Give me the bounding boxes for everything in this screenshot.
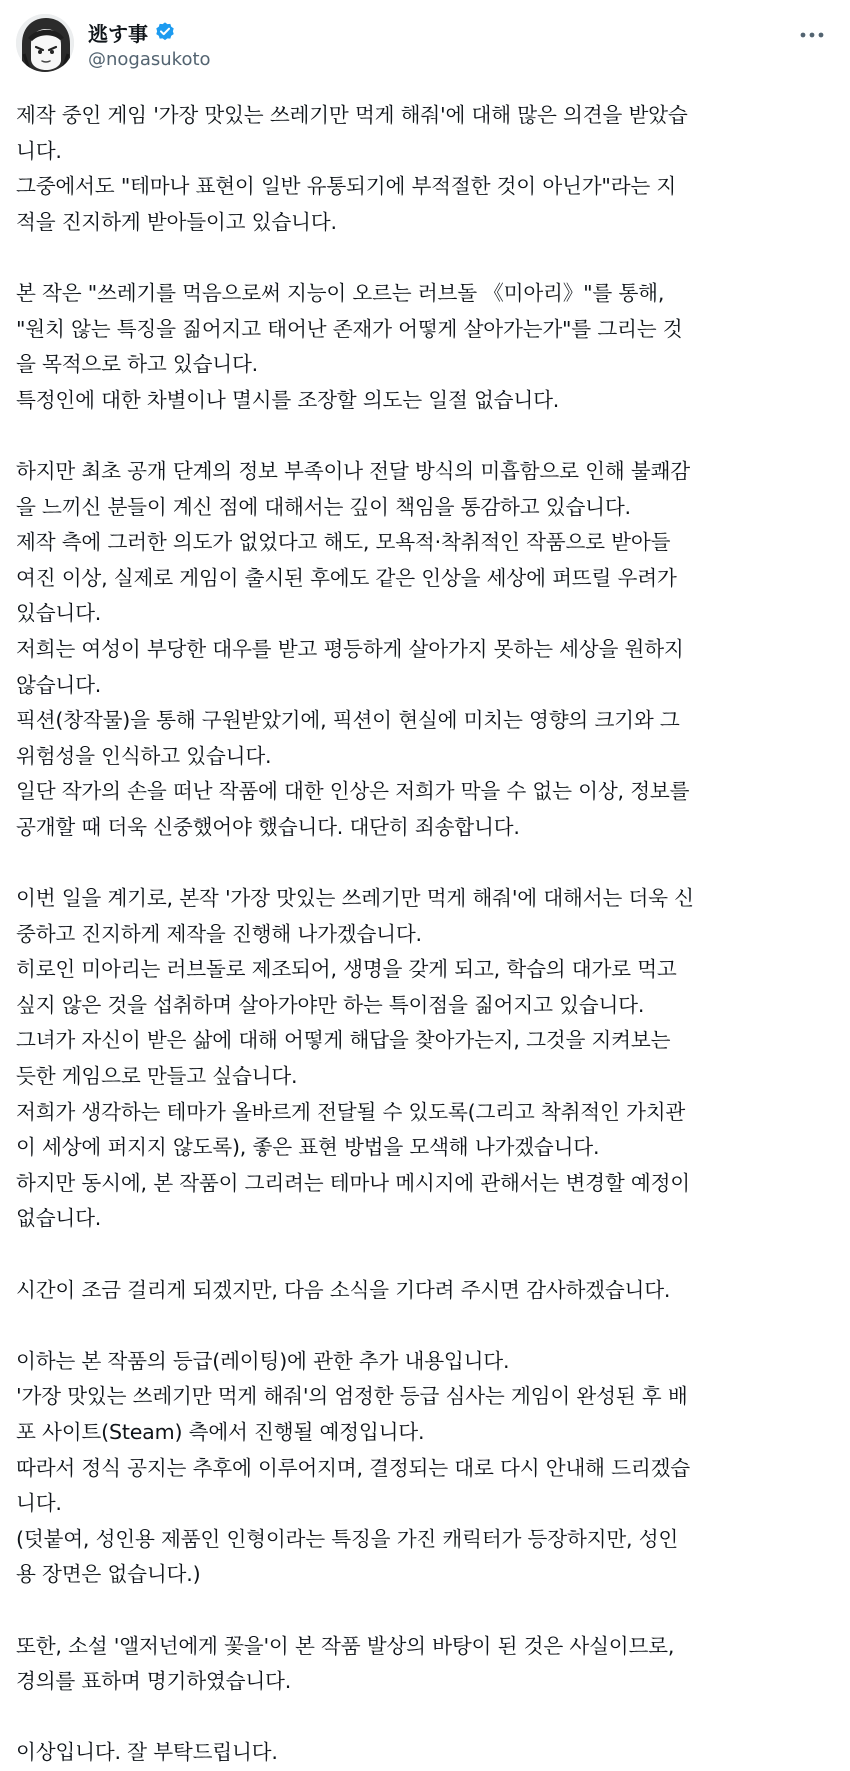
tweet-text-line: 일단 작가의 손을 떠난 작품에 대한 인상은 저희가 막을 수 없는 이상, 정보를 [16, 779, 690, 804]
tweet-text-line: 이상입니다. 잘 부탁드립니다. [16, 1740, 278, 1765]
tweet-text-line: 듯한 게임으로 만들고 싶습니다. [16, 1064, 298, 1089]
tweet-text-line: 그녀가 자신이 받은 삶에 대해 어떻게 해답을 찾아가는지, 그것을 지켜보는 [16, 1028, 671, 1053]
tweet-text-line: 을 느끼신 분들이 계신 점에 대해서는 깊이 책임을 통감하고 있습니다. [16, 494, 631, 519]
tweet-text-line: 공개할 때 더욱 신중했어야 했습니다. 대단히 죄송합니다. [16, 814, 520, 839]
tweet-text-line: 저희는 여성이 부당한 대우를 받고 평등하게 살아가지 못하는 세상을 원하지 [16, 636, 684, 661]
paragraph-gap [16, 418, 836, 454]
tweet-text-line: 않습니다. [16, 672, 102, 697]
tweet-text-line: 위험성을 인식하고 있습니다. [16, 743, 272, 768]
tweet-paragraph [16, 98, 836, 240]
tweet-text [16, 98, 836, 1771]
tweet-paragraph [16, 276, 836, 418]
tweet-text-line: 그중에서도 "테마나 표현이 일반 유통되기에 부적절한 것이 아닌가"라는 지 [16, 174, 677, 199]
tweet-text-line: "원치 않는 특징을 짊어지고 태어난 존재가 어떻게 살아가는가"를 그리는 것 [16, 316, 683, 341]
paragraph-gap [16, 1237, 836, 1273]
tweet-text-line: 니다. [16, 138, 62, 163]
tweet-paragraph [16, 454, 836, 846]
tweet-text-line: 이하는 본 작품의 등급(레이팅)에 관한 추가 내용입니다. [16, 1348, 510, 1373]
display-name-row [88, 20, 211, 44]
more-options-icon[interactable] [794, 22, 830, 48]
tweet-text-line: 경의를 표하며 명기하였습니다. [16, 1669, 292, 1694]
tweet-text-line: '가장 맛있는 쓰레기만 먹게 해줘'의 엄정한 등급 심사는 게임이 완성된 후 배 [16, 1384, 688, 1409]
tweet-text-line: 본 작은 "쓰레기를 먹음으로써 지능이 오르는 러브돌 《미아리》"를 통해, [16, 280, 665, 305]
tweet-header [16, 14, 834, 76]
tweet-text-line: (덧붙여, 성인용 제품인 인형이라는 특징을 가진 캐릭터가 등장하지만, 성인 [16, 1526, 679, 1551]
tweet-text-line: 시간이 조금 걸리게 되겠지만, 다음 소식을 기다려 주시면 감사하겠습니다. [16, 1277, 671, 1302]
tweet-text-line: 여진 이상, 실제로 게임이 출시된 후에도 같은 인상을 세상에 퍼뜨릴 우려가 [16, 565, 677, 590]
tweet-text-line: 하지만 최초 공개 단계의 정보 부족이나 전달 방식의 미흡함으로 인해 불쾌감 [16, 458, 690, 483]
tweet-text-line: 제작 측에 그러한 의도가 없었다고 해도, 모욕적·착취적인 작품으로 받아들 [16, 530, 671, 555]
tweet-text-line: 히로인 미아리는 러브돌로 제조되어, 생명을 갖게 되고, 학습의 대가로 먹고 [16, 957, 677, 982]
author-names [88, 20, 211, 70]
paragraph-gap [16, 1700, 836, 1736]
tweet-text-line: 하지만 동시에, 본 작품이 그리려는 테마나 메시지에 관해서는 변경할 예정이 [16, 1170, 690, 1195]
tweet-paragraph [16, 881, 836, 1237]
tweet-paragraph [16, 1273, 836, 1309]
tweet-text-line: 있습니다. [16, 601, 102, 626]
tweet-text-line: 따라서 정식 공지는 추후에 이루어지며, 결정되는 대로 다시 안내해 드리겠습 [16, 1455, 690, 1480]
verified-badge-icon[interactable] [154, 21, 176, 43]
tweet-text-line: 또한, 소설 '앨저넌에게 꽃을'이 본 작품 발상의 바탕이 된 것은 사실이므로, [16, 1633, 675, 1658]
tweet-text-line: 특정인에 대한 차별이나 멸시를 조장할 의도는 일절 없습니다. [16, 387, 560, 412]
tweet-text-line: 니다. [16, 1491, 62, 1516]
author-handle[interactable]: @nogasukoto [88, 49, 211, 70]
tweet-text-line: 없습니다. [16, 1206, 102, 1231]
tweet-paragraph [16, 1344, 836, 1593]
anime-character-avatar-icon [16, 14, 74, 72]
display-name[interactable]: 逃す事 [88, 21, 148, 46]
tweet-paragraph [16, 1735, 836, 1771]
tweet-text-line: 제작 중인 게임 '가장 맛있는 쓰레기만 먹게 해줘'에 대해 많은 의견을 받았습 [16, 103, 688, 127]
paragraph-gap [16, 1308, 836, 1344]
tweet-paragraph [16, 1629, 836, 1700]
tweet-text-line: 싶지 않은 것을 섭취하며 살아가야만 하는 특이점을 짊어지고 있습니다. [16, 992, 645, 1017]
tweet-text-line: 픽션(창작물)을 통해 구원받았기에, 픽션이 현실에 미치는 영향의 크기와 그 [16, 708, 680, 733]
paragraph-gap [16, 240, 836, 276]
tweet-text-line: 저희가 생각하는 테마가 올바르게 전달될 수 있도록(그리고 착취적인 가치관 [16, 1099, 686, 1124]
paragraph-gap [16, 1593, 836, 1629]
tweet-text-line: 포 사이트(Steam) 측에서 진행될 예정입니다. [16, 1419, 425, 1444]
tweet-text-line: 이 세상에 퍼지지 않도록), 좋은 표현 방법을 모색해 나가겠습니다. [16, 1135, 600, 1160]
avatar[interactable] [16, 14, 74, 72]
tweet-text-line: 중하고 진지하게 제작을 진행해 나가겠습니다. [16, 921, 422, 946]
tweet-text-line: 을 목적으로 하고 있습니다. [16, 352, 259, 377]
tweet-text-line: 적을 진지하게 받아들이고 있습니다. [16, 209, 337, 234]
paragraph-gap [16, 845, 836, 881]
tweet-text-line: 용 장면은 없습니다.) [16, 1562, 201, 1587]
tweet-text-line: 이번 일을 계기로, 본작 '가장 맛있는 쓰레기만 먹게 해줘'에 대해서는 더욱 신 [16, 886, 694, 911]
